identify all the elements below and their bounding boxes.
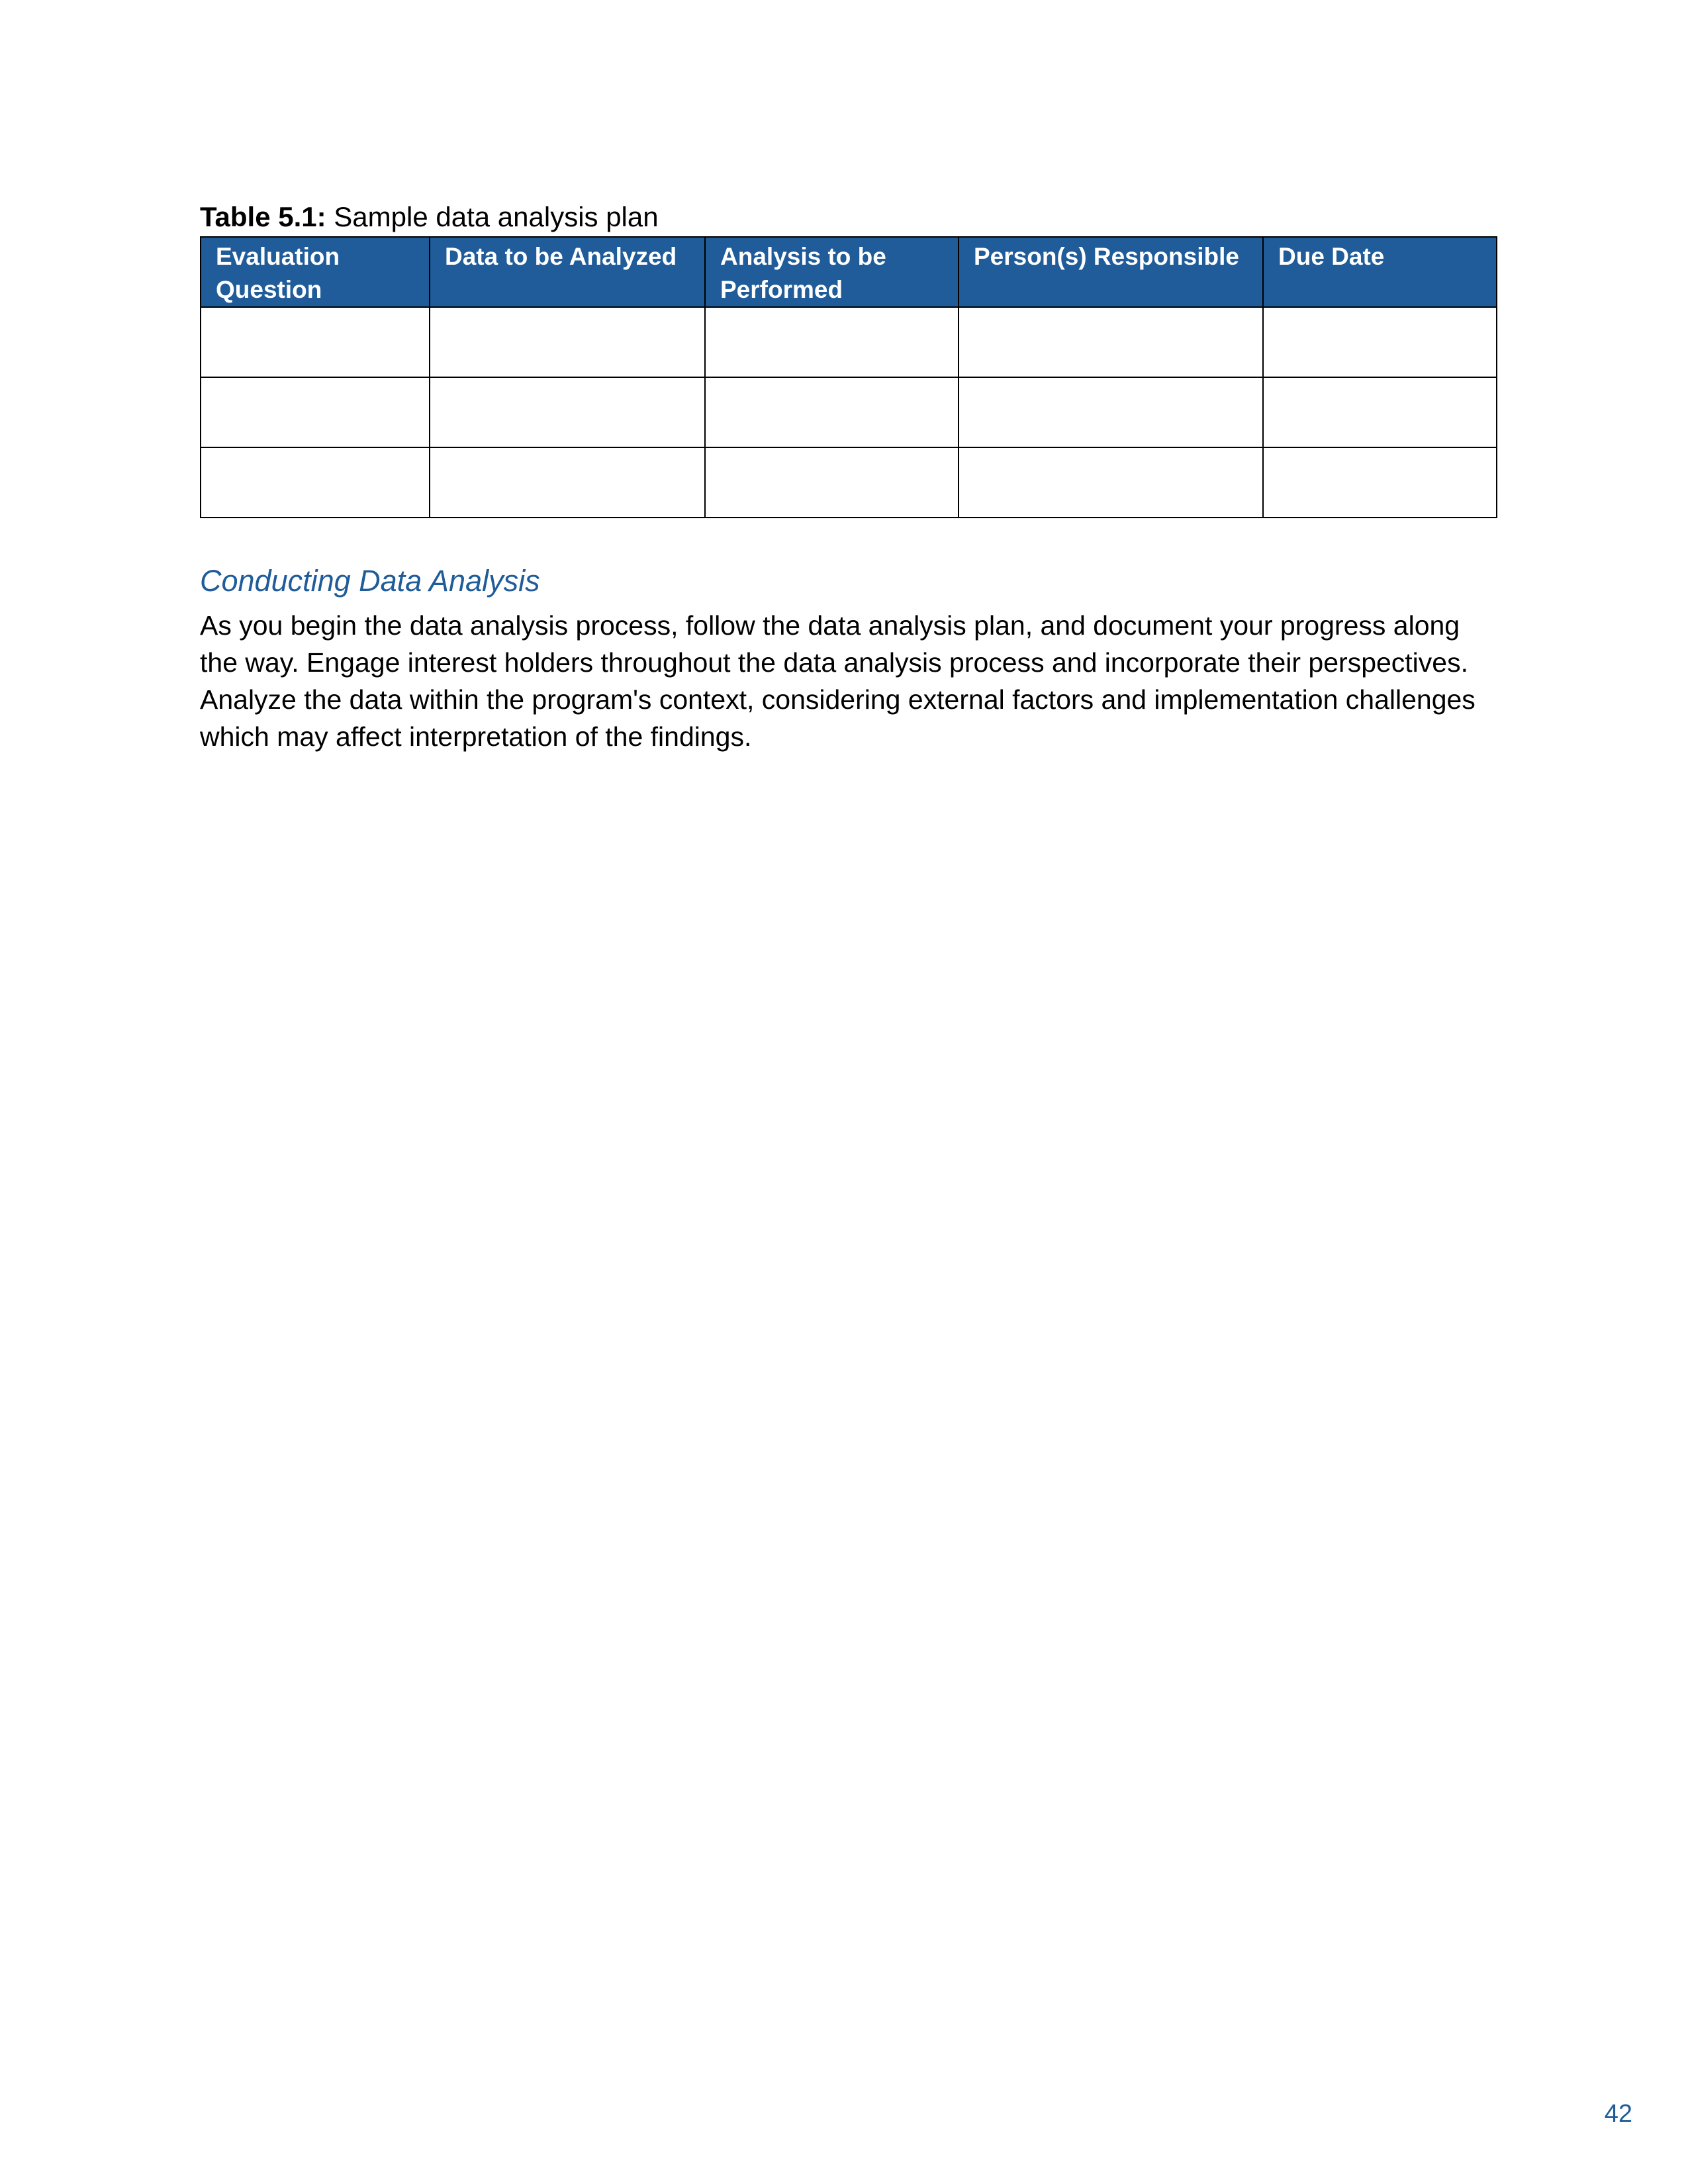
table-caption-label: Table 5.1: xyxy=(200,201,326,232)
table-row xyxy=(201,307,1497,377)
table-cell xyxy=(430,307,705,377)
table-cell xyxy=(1263,447,1497,518)
table-cell xyxy=(959,377,1263,447)
table-cell xyxy=(959,447,1263,518)
table-cell xyxy=(959,307,1263,377)
table-cell xyxy=(201,447,430,518)
table-row xyxy=(201,447,1497,518)
table-cell xyxy=(430,377,705,447)
header-evaluation-question: Evaluation Question xyxy=(201,237,430,307)
section-heading: Conducting Data Analysis xyxy=(200,564,540,598)
header-analysis-to-be-performed: Analysis to be Performed xyxy=(705,237,959,307)
header-data-to-be-analyzed: Data to be Analyzed xyxy=(430,237,705,307)
body-paragraph: As you begin the data analysis process, follow the data analysis plan, and document your progress along the way. Engage interest holders throughout the data analysis process and incorporate their perspectives. Analyze the data within the program's context, considering external factors and implementation challenges which may affect interpretation of the findings. xyxy=(200,610,1476,752)
header-due-date: Due Date xyxy=(1263,237,1497,307)
data-analysis-plan-table xyxy=(200,236,1497,518)
table-cell xyxy=(705,307,959,377)
table-caption xyxy=(200,200,659,234)
table-cell xyxy=(705,377,959,447)
table-cell xyxy=(430,447,705,518)
table-cell xyxy=(201,377,430,447)
table-cell xyxy=(1263,307,1497,377)
page-number: 42 xyxy=(1604,2100,1632,2128)
table-header-row xyxy=(201,237,1497,307)
table-cell xyxy=(705,447,959,518)
table-cell xyxy=(1263,377,1497,447)
table-caption-text: Sample data analysis plan xyxy=(326,201,659,232)
header-persons-responsible: Person(s) Responsible xyxy=(959,237,1263,307)
table-row xyxy=(201,377,1497,447)
table-cell xyxy=(201,307,430,377)
